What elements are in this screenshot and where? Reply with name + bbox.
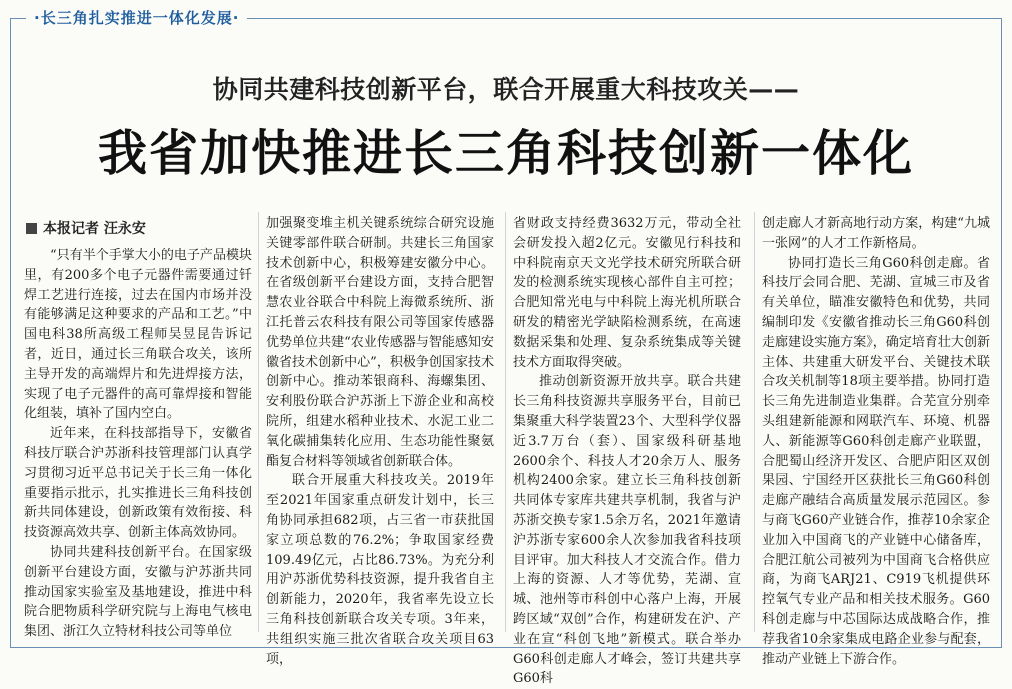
byline-text: 本报记者 汪永安	[43, 221, 146, 237]
article-column-2	[266, 214, 494, 669]
paragraph: 创走廊人才新高地行动方案，构建“九城一张网”的人才工作新格局。	[762, 216, 990, 251]
paragraph: “只有半个手掌大小的电子产品模块里，有200多个电子元器件需要通过钎焊工艺进行连接，过去在国内市场并没有能够满足这种要求的产品和工艺。”中国电科38所高级工程师吴昱昆告诉记者，近日，通过长三角联合攻关，该所主导开发的高端焊片和先进焊接方法，实现了电子元器件的高可靠焊接和智能化组装，填补了国内空白。	[24, 248, 252, 422]
article-column-1	[24, 246, 252, 642]
article-column-3	[513, 214, 741, 689]
column-divider	[258, 212, 259, 632]
section-tag: ·长三角扎实推进一体化发展·	[26, 6, 247, 30]
paragraph: 协同共建科技创新平台。在国家级创新平台建设方面，安徽与沪苏浙共同推动国家实验室及基地建设，推进中科院合肥物质科学研究院与上海电气核电集团、浙江久立特材科技公司等单位	[24, 544, 252, 640]
article-headline: 我省加快推进长三角科技创新一体化	[97, 125, 914, 182]
article-subtitle: 协同共建科技创新平台，联合开展重大科技攻关——	[212, 75, 800, 104]
paragraph: 推动创新资源开放共享。联合共建长三角科技资源共享服务平台，目前已集聚重大科学装置23个、大型科学仪器近3.7万台（套）、国家级科研基地2600余个、科技人才20余万人、服务机构2400余家。建立长三角科技创新共同体专家库共建共享机制，我省与沪苏浙交换专家1.5余万名，2021年邀请沪苏浙专家600余人次参加我省科技项目评审。加大科技人才交流合作。借力上海的资源、人才等优势，芜湖、宣城、池州等市科创中心落户上海，开展跨区域“双创”合作，构建研发在沪、产业在宣“科创飞地”新模式。联合举办G60科创走廊人才峰会，签订共建共享G60科	[513, 374, 741, 687]
paragraph: 近年来，在科技部指导下，安徽省科技厅联合沪苏浙科技管理部门认真学习贯彻习近平总书记关于长三角一体化重要指示批示，扎实推进长三角科技创新共同体建设，创新政策有效衔接、科技资源高效共享、创新主体高效协同。	[24, 426, 252, 541]
paragraph: 加强聚变堆主机关键系统综合研究设施关键零部件联合研制。共建长三角国家技术创新中心，积极筹建安徽分中心。在省级创新平台建设方面，支持合肥智慧农业谷联合中科院上海微系统所、浙江托普云农科技有限公司等国家传感器优势单位共建“农业传感器与智能感知安徽省技术创新中心”，积极争创国家技术创新中心。推动苯银商科、海螺集团、安利股份联合沪苏浙上下游企业和高校院所，组建水稻种业技术、水泥工业二氧化碳捕集转化应用、生态功能性聚氨酯复合材料等领域省创新联合体。	[266, 216, 494, 469]
byline	[26, 218, 146, 238]
article-column-4	[762, 214, 990, 669]
paragraph: 联合开展重大科技攻关。2019年至2021年国家重点研发计划中，长三角协同承担682项，占三省一市获批国家立项总数的76.2%；争取国家经费109.49亿元，占比86.73%。为充分利用沪苏浙优势科技资源，提升我省自主创新能力，2020年，我省率先设立长三角科技创新联合攻关专项。3年来，共组织实施三批次省联合攻关项目63项，	[266, 473, 494, 667]
paragraph: 省财政支持经费3632万元，带动全社会研发投入超2亿元。安徽见行科技和中科院南京天文光学技术研究所联合研发的检测系统实现核心部件自主可控；合肥知常光电与中科院上海光机所联合研发的精密光学缺陷检测系统，在高速数据采集和处理、复杂系统集成等关键技术方面取得突破。	[513, 216, 741, 370]
column-divider	[505, 212, 506, 632]
square-icon	[26, 223, 37, 234]
paragraph: 协同打造长三角G60科创走廊。省科技厅会同合肥、芜湖、宣城三市及省有关单位，瞄准安徽特色和优势，共同编制印发《安徽省推动长三角G60科创走廊建设实施方案》，确定培育壮大创新主体、共建重大研发平台、关键技术联合攻关机制等18项主要举措。协同打造长三角先进制造业集群。合芜宣分别牵头组建新能源和网联汽车、环境、机器人、新能源等G60科创走廊产业联盟，合肥蜀山经济开发区、合肥庐阳区双创果园、宁国经开区获批长三角G60科创走廊产融结合高质量发展示范园区。参与商飞G60产业链合作，推荐10余家企业加入中国商飞的产业链中心储备库，合肥江航公司被列为中国商飞合格供应商，为商飞ARJ21、C919飞机提供环控氧气专业产品和相关技术服务。G60科创走廊与中芯国际达成战略合作，推荐我省10余家集成电路企业参与配套，推动产业链上下游合作。	[762, 255, 990, 667]
column-divider	[754, 212, 755, 632]
